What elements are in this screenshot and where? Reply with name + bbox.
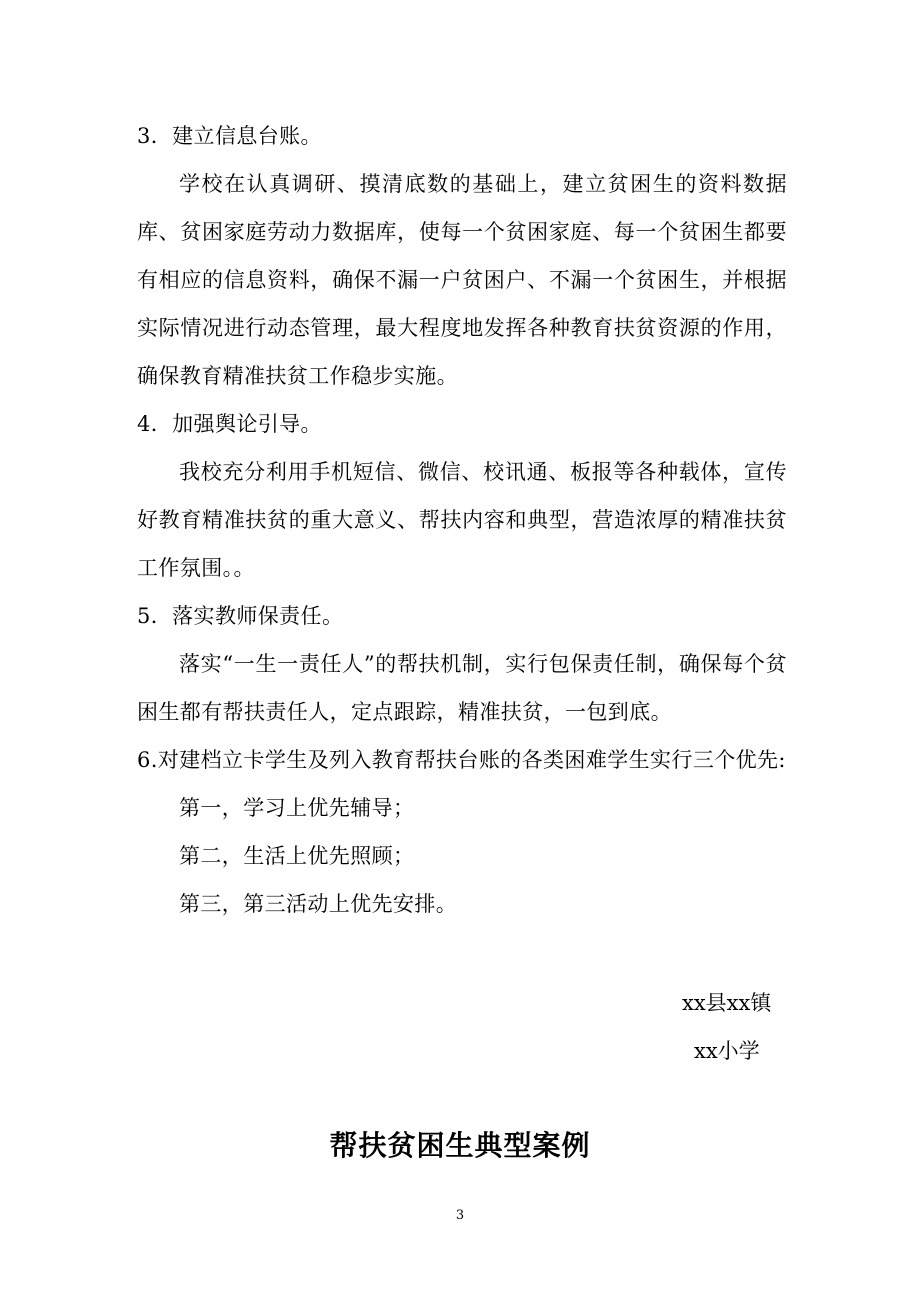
next-section-title: 帮扶贫困生典型案例 <box>329 1129 591 1162</box>
section-heading: 6.对建档立卡学生及列入教育帮扶台账的各类困难学生实行三个优先: <box>137 748 786 772</box>
section-paragraph: 我校充分利用手机短信、微信、校讯通、板报等各种载体，宣传好教育精准扶贫的重大意义、帮扶内容和典型，营造浓厚的精准扶贫工作氛围。。 <box>137 460 787 580</box>
section-heading: 4．加强舆论引导。 <box>137 412 322 436</box>
section-heading: 3．建立信息台账。 <box>137 124 322 148</box>
section-paragraph: 学校在认真调研、摸清底数的基础上，建立贫困生的资料数据库、贫困家庭劳动力数据库，使每一个贫困家庭、每一个贫困生都要有相应的信息资料，确保不漏一户贫困户、不漏一个贫困生，并根据实际情况进行动态管理，最大程度地发挥各种教育扶贫资源的作用，确保教育精准扶贫工作稳步实施。 <box>137 172 787 388</box>
list-item: 第二，生活上优先照顾； <box>179 844 415 868</box>
section-paragraph: 落实“一生一责任人”的帮扶机制，实行包保责任制，确保每个贫困生都有帮扶责任人，定点跟踪，精准扶贫，一包到底。 <box>137 652 787 724</box>
signature-school: xx小学 <box>694 1039 760 1063</box>
list-item: 第一，学习上优先辅导； <box>179 796 415 820</box>
list-item: 第三，第三活动上优先安排。 <box>179 892 458 916</box>
document-body <box>137 112 787 928</box>
page-number: 3 <box>455 1208 465 1223</box>
section-heading: 5．落实教师保责任。 <box>137 604 344 628</box>
signature-town: xx县xx镇 <box>682 991 772 1015</box>
